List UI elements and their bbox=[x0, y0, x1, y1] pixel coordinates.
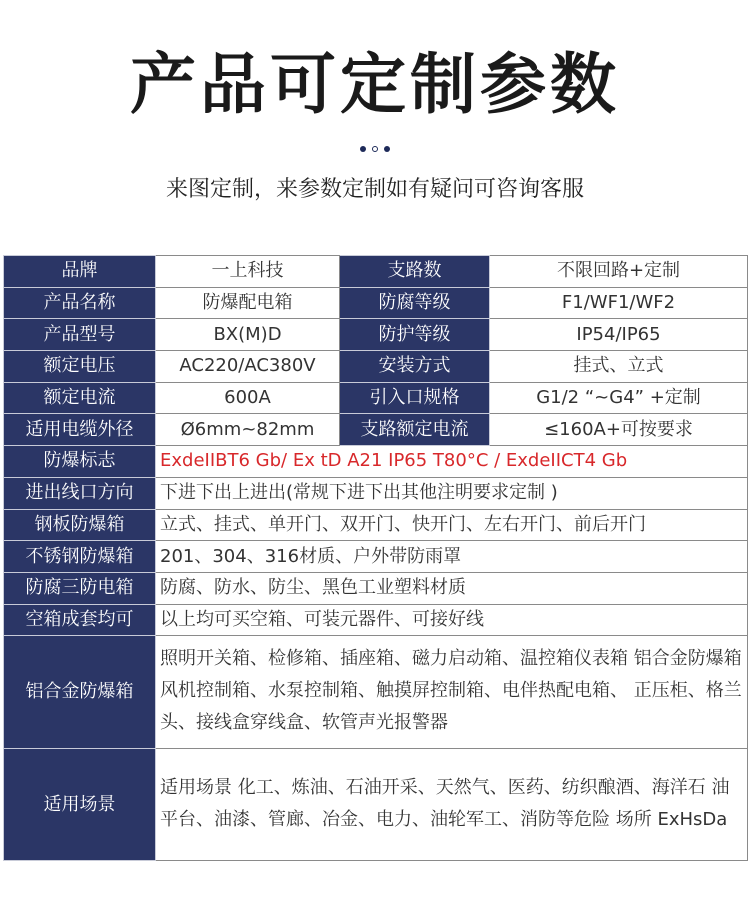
table-row bbox=[4, 636, 748, 749]
spec-value: 防腐、防水、防尘、黑色工业塑料材质 bbox=[156, 572, 748, 604]
page-subtitle: 来图定制，来参数定制如有疑问可咨询客服 bbox=[165, 177, 584, 202]
table-row bbox=[4, 477, 748, 509]
spec-value: 立式、挂式、单开门、双开门、快开门、左右开门、前后开门 bbox=[156, 509, 748, 541]
table-row bbox=[4, 382, 748, 414]
spec-value: BX(M)D bbox=[156, 319, 340, 351]
spec-value: F1/WF1/WF2 bbox=[490, 287, 748, 319]
spec-value: ≤160A+可按要求 bbox=[490, 414, 748, 446]
table-row bbox=[4, 749, 748, 861]
explosion-proof-mark: ExdeIIBT6 Gb/ Ex tD A21 IP65 T80°C / ExdeIICT4 Gb bbox=[156, 446, 748, 478]
dot-icon bbox=[384, 146, 390, 152]
table-row bbox=[4, 604, 748, 636]
dot-icon bbox=[360, 146, 366, 152]
spec-value: 以上均可买空箱、可装元器件、可接好线 bbox=[156, 604, 748, 636]
spec-value: 下进下出上进出(常规下进下出其他注明要求定制 ) bbox=[156, 477, 748, 509]
spec-label: 产品型号 bbox=[4, 319, 156, 351]
spec-label: 支路额定电流 bbox=[340, 414, 490, 446]
spec-value: 适用场景 化工、炼油、石油开采、天然气、医药、纺织酿酒、海洋石 油平台、油漆、管廊、冶金、电力、油轮军工、消防等危险 场所 ExHsDa bbox=[156, 749, 748, 861]
spec-label: 不锈钢防爆箱 bbox=[4, 541, 156, 573]
spec-value: 201、304、316材质、户外带防雨罩 bbox=[156, 541, 748, 573]
decorative-dots bbox=[0, 146, 750, 152]
spec-label: 安装方式 bbox=[340, 351, 490, 383]
spec-label: 钢板防爆箱 bbox=[4, 509, 156, 541]
table-row bbox=[4, 256, 748, 288]
table-row bbox=[4, 319, 748, 351]
table-row bbox=[4, 287, 748, 319]
spec-label: 空箱成套均可 bbox=[4, 604, 156, 636]
table-row bbox=[4, 572, 748, 604]
spec-value: 照明开关箱、检修箱、插座箱、磁力启动箱、温控箱仪表箱 铝合金防爆箱 风机控制箱、水泵控制箱、触摸屏控制箱、电伴热配电箱、 正压柜、格兰头、接线盒穿线盒、软管声光报警器 bbox=[156, 636, 748, 749]
hollow-dot-icon bbox=[372, 146, 378, 152]
spec-label: 品牌 bbox=[4, 256, 156, 288]
spec-value: AC220/AC380V bbox=[156, 351, 340, 383]
table-row bbox=[4, 509, 748, 541]
spec-label: 额定电流 bbox=[4, 382, 156, 414]
spec-label: 支路数 bbox=[340, 256, 490, 288]
spec-value: IP54/IP65 bbox=[490, 319, 748, 351]
spec-value: 不限回路+定制 bbox=[490, 256, 748, 288]
spec-value: G1/2 “~G4” +定制 bbox=[490, 382, 748, 414]
spec-value: 600A bbox=[156, 382, 340, 414]
spec-value: 挂式、立式 bbox=[490, 351, 748, 383]
spec-label: 产品名称 bbox=[4, 287, 156, 319]
table-row bbox=[4, 541, 748, 573]
page-title: 产品可定制参数 bbox=[130, 46, 620, 123]
table-row bbox=[4, 414, 748, 446]
spec-label: 防爆标志 bbox=[4, 446, 156, 478]
table-row bbox=[4, 351, 748, 383]
spec-label: 铝合金防爆箱 bbox=[4, 636, 156, 749]
spec-value: 一上科技 bbox=[156, 256, 340, 288]
spec-label: 适用电缆外径 bbox=[4, 414, 156, 446]
spec-value: 防爆配电箱 bbox=[156, 287, 340, 319]
spec-value: Ø6mm~82mm bbox=[156, 414, 340, 446]
table-row bbox=[4, 446, 748, 478]
spec-label: 防腐三防电箱 bbox=[4, 572, 156, 604]
spec-label: 引入口规格 bbox=[340, 382, 490, 414]
spec-label: 防腐等级 bbox=[340, 287, 490, 319]
spec-label: 额定电压 bbox=[4, 351, 156, 383]
spec-label: 防护等级 bbox=[340, 319, 490, 351]
spec-label: 适用场景 bbox=[4, 749, 156, 861]
spec-label: 进出线口方向 bbox=[4, 477, 156, 509]
spec-table bbox=[3, 255, 748, 861]
